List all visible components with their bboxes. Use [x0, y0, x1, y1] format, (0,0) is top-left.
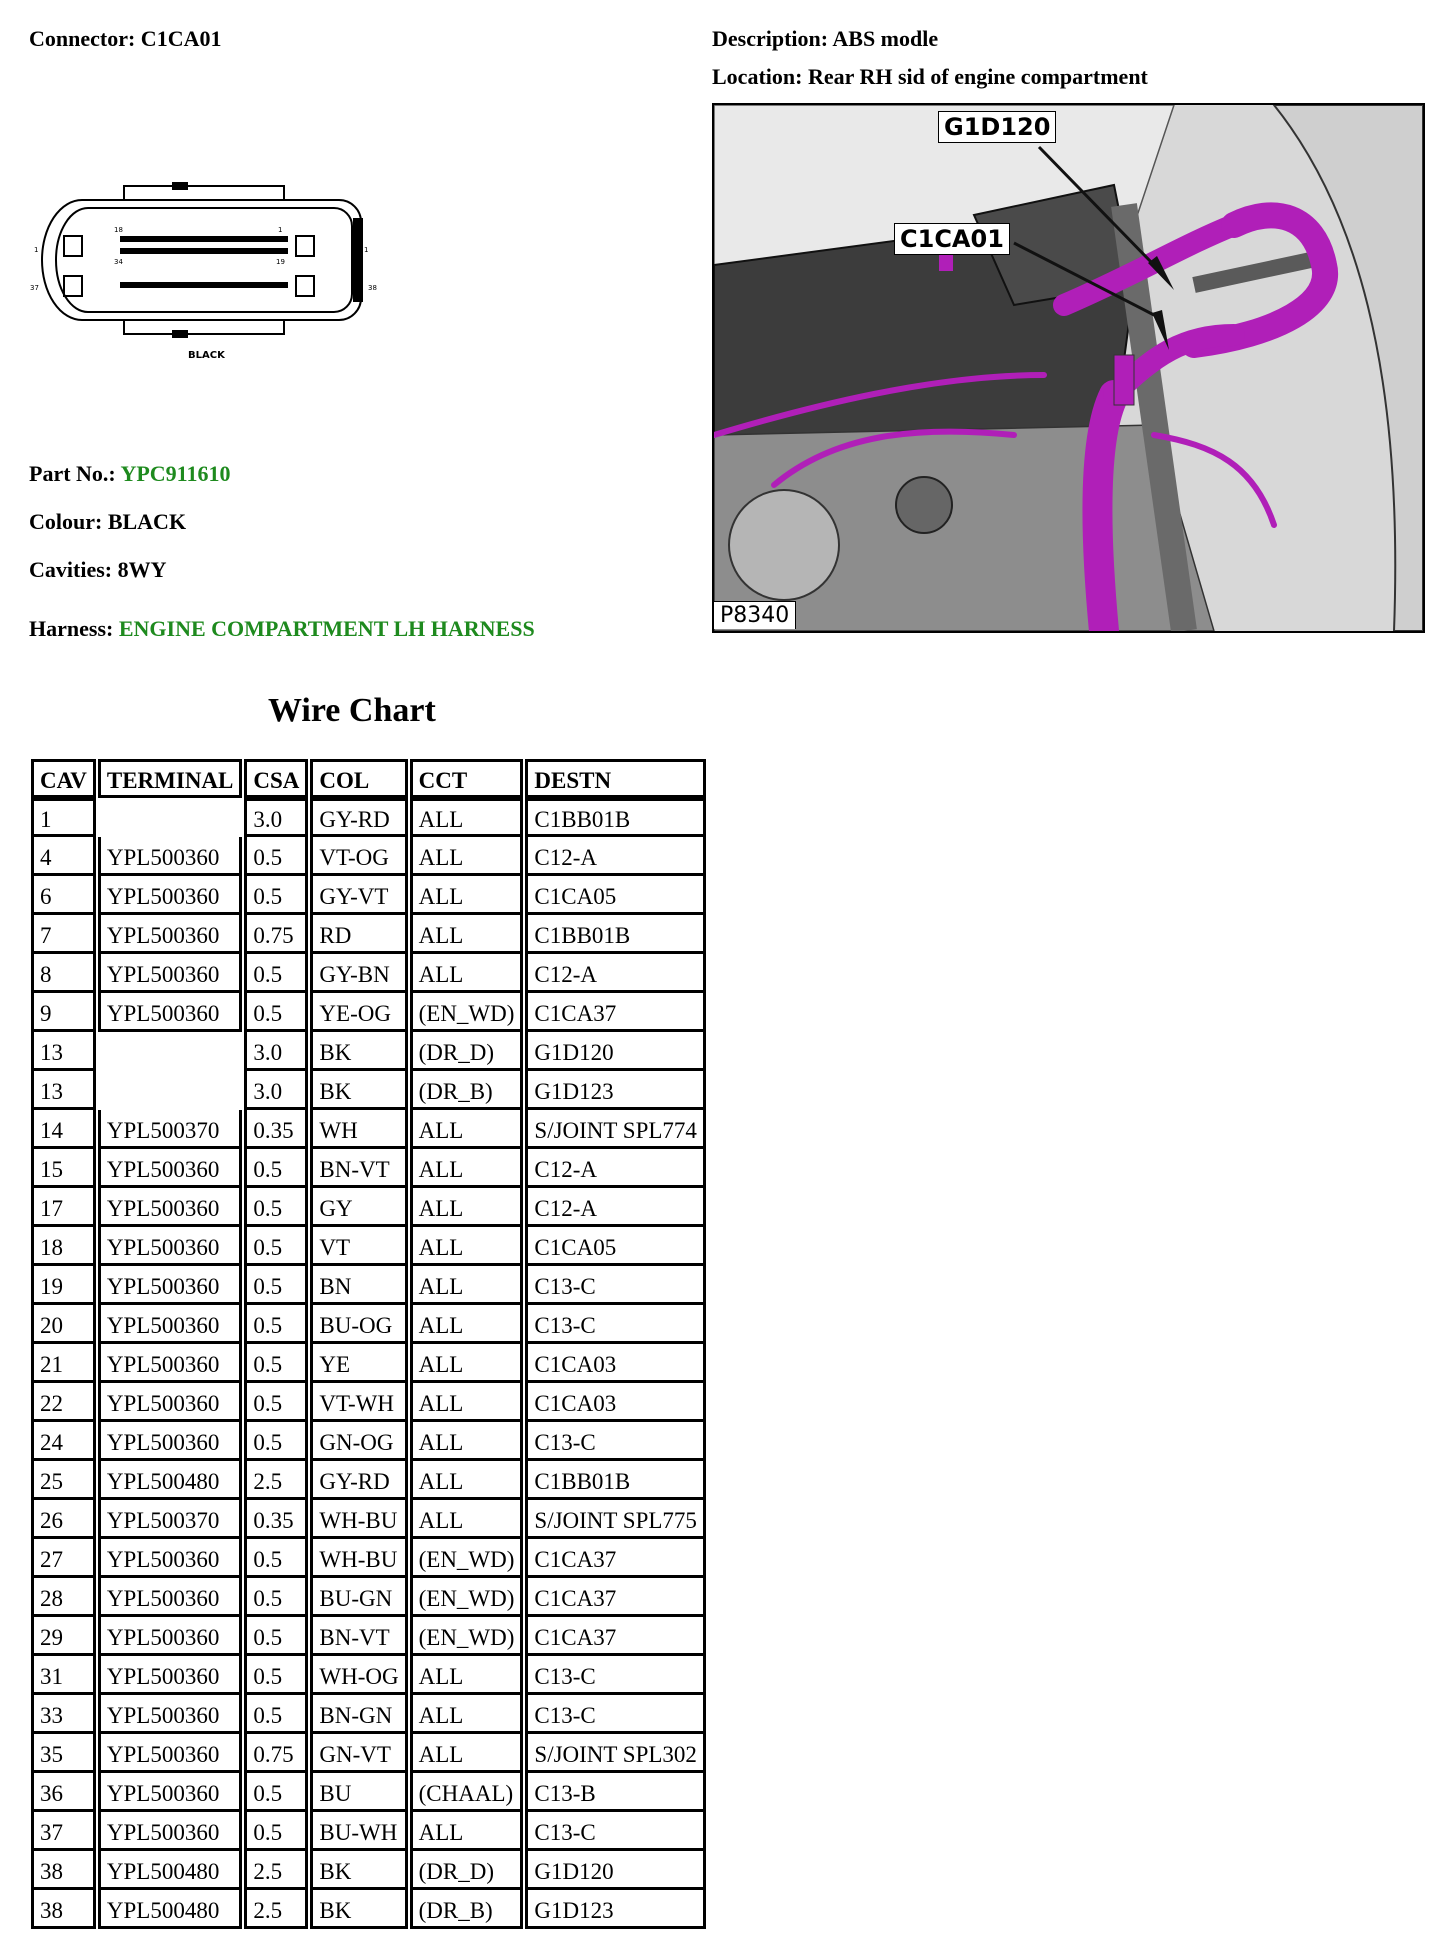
- cell-cav: 31: [31, 1656, 96, 1695]
- cell-cct: (EN_WD): [410, 1578, 524, 1617]
- cell-cct: ALL: [410, 1110, 524, 1149]
- cell-cav: 26: [31, 1500, 96, 1539]
- cell-cav: 13: [31, 1071, 96, 1110]
- cell-cct: ALL: [410, 798, 524, 837]
- table-row: [31, 1149, 706, 1188]
- table-row: [31, 1461, 706, 1500]
- cell-col: BN-VT: [310, 1617, 407, 1656]
- cell-col: BU-WH: [310, 1812, 407, 1851]
- cell-col: BK: [310, 1071, 407, 1110]
- cell-terminal: YPL500480: [98, 1461, 243, 1500]
- cell-col: BN-VT: [310, 1149, 407, 1188]
- cell-destn: C12-A: [525, 954, 706, 993]
- cell-cct: ALL: [410, 1344, 524, 1383]
- cell-cav: 29: [31, 1617, 96, 1656]
- table-row: [31, 1266, 706, 1305]
- cell-destn: C1CA37: [525, 1617, 706, 1656]
- table-row: [31, 993, 706, 1032]
- col-header-terminal: TERMINAL: [98, 759, 243, 798]
- svg-text:1: 1: [364, 246, 369, 254]
- cell-cct: ALL: [410, 1461, 524, 1500]
- cell-csa: 0.5: [244, 1695, 308, 1734]
- col-header-cct: CCT: [410, 759, 524, 798]
- svg-text:38: 38: [368, 284, 377, 292]
- cell-destn: G1D120: [525, 1032, 706, 1071]
- cell-cct: (EN_WD): [410, 1617, 524, 1656]
- cell-col: WH-BU: [310, 1539, 407, 1578]
- cell-cct: ALL: [410, 1227, 524, 1266]
- cell-cav: 13: [31, 1032, 96, 1071]
- cell-destn: C1CA03: [525, 1383, 706, 1422]
- cell-col: GN-OG: [310, 1422, 407, 1461]
- cell-csa: 0.5: [244, 876, 308, 915]
- cell-cct: ALL: [410, 1266, 524, 1305]
- figure-id: P8340: [714, 601, 796, 629]
- cell-terminal: YPL500360: [98, 993, 243, 1032]
- cell-col: BN: [310, 1266, 407, 1305]
- cell-cct: (CHAAL): [410, 1773, 524, 1812]
- cell-csa: 0.5: [244, 954, 308, 993]
- location-label: Location: Rear RH sid of engine compartment: [712, 64, 1148, 89]
- harness-value: ENGINE COMPARTMENT LH HARNESS: [118, 616, 535, 641]
- cell-cct: ALL: [410, 1305, 524, 1344]
- table-row: [31, 1539, 706, 1578]
- table-row: [31, 1851, 706, 1890]
- cell-cav: 15: [31, 1149, 96, 1188]
- cell-csa: 0.5: [244, 1422, 308, 1461]
- cell-csa: 0.35: [244, 1500, 308, 1539]
- cell-destn: C1CA05: [525, 1227, 706, 1266]
- cell-csa: 3.0: [244, 1071, 308, 1110]
- cell-terminal: YPL500360: [98, 915, 243, 954]
- cell-cct: ALL: [410, 837, 524, 876]
- cell-csa: 0.5: [244, 1656, 308, 1695]
- cell-cav: 21: [31, 1344, 96, 1383]
- cell-cav: 33: [31, 1695, 96, 1734]
- table-row: [31, 1305, 706, 1344]
- cell-terminal: YPL500360: [98, 1383, 243, 1422]
- cell-col: GY-RD: [310, 1461, 407, 1500]
- cell-csa: 0.5: [244, 1383, 308, 1422]
- colour-label: Colour: BLACK: [29, 509, 187, 534]
- cell-cct: ALL: [410, 1188, 524, 1227]
- table-row: [31, 1188, 706, 1227]
- cell-destn: S/JOINT SPL775: [525, 1500, 706, 1539]
- cell-terminal: YPL500360: [98, 1422, 243, 1461]
- cell-terminal: YPL500360: [98, 954, 243, 993]
- col-header-cav: CAV: [31, 759, 96, 798]
- cell-cav: 18: [31, 1227, 96, 1266]
- svg-text:1: 1: [278, 226, 283, 234]
- cell-col: YE: [310, 1344, 407, 1383]
- cell-cav: 37: [31, 1812, 96, 1851]
- cell-destn: G1D123: [525, 1890, 706, 1929]
- cell-cav: 8: [31, 954, 96, 993]
- cell-cct: (DR_B): [410, 1071, 524, 1110]
- table-row: [31, 1890, 706, 1929]
- cell-terminal: [98, 1032, 243, 1071]
- connector-colour-text: BLACK: [188, 350, 225, 361]
- cell-col: VT-WH: [310, 1383, 407, 1422]
- cell-col: BK: [310, 1032, 407, 1071]
- cell-destn: C13-C: [525, 1266, 706, 1305]
- table-row: [31, 876, 706, 915]
- cell-terminal: YPL500360: [98, 1812, 243, 1851]
- cell-cav: 36: [31, 1773, 96, 1812]
- location-photo: [712, 103, 1425, 633]
- cell-col: BU: [310, 1773, 407, 1812]
- svg-text:34: 34: [114, 258, 123, 266]
- cell-terminal: YPL500360: [98, 1227, 243, 1266]
- cell-col: GY-RD: [310, 798, 407, 837]
- cell-col: BN-GN: [310, 1695, 407, 1734]
- cell-terminal: YPL500370: [98, 1500, 243, 1539]
- cell-csa: 0.5: [244, 1266, 308, 1305]
- cell-destn: C13-C: [525, 1695, 706, 1734]
- cell-csa: 0.5: [244, 1617, 308, 1656]
- cell-cct: ALL: [410, 1656, 524, 1695]
- cell-cav: 25: [31, 1461, 96, 1500]
- cell-terminal: YPL500360: [98, 1305, 243, 1344]
- wire-chart-table: [29, 759, 708, 1929]
- cell-destn: C1BB01B: [525, 1461, 706, 1500]
- cell-csa: 0.35: [244, 1110, 308, 1149]
- part-no: [29, 461, 230, 487]
- cell-cct: ALL: [410, 876, 524, 915]
- table-row: [31, 915, 706, 954]
- cell-col: VT: [310, 1227, 407, 1266]
- cell-terminal: YPL500360: [98, 1578, 243, 1617]
- cell-col: GY-BN: [310, 954, 407, 993]
- cell-cav: 1: [31, 798, 96, 837]
- cell-col: BK: [310, 1890, 407, 1929]
- cell-cav: 20: [31, 1305, 96, 1344]
- cell-destn: C1BB01B: [525, 798, 706, 837]
- table-row: [31, 1110, 706, 1149]
- cell-destn: C1CA37: [525, 993, 706, 1032]
- cell-destn: C13-C: [525, 1812, 706, 1851]
- svg-text:1: 1: [34, 246, 39, 254]
- cell-col: GY-VT: [310, 876, 407, 915]
- cell-cct: (DR_B): [410, 1890, 524, 1929]
- table-row: [31, 1344, 706, 1383]
- cell-cct: ALL: [410, 1422, 524, 1461]
- cell-destn: C12-A: [525, 837, 706, 876]
- cell-destn: C1BB01B: [525, 915, 706, 954]
- cell-destn: C13-C: [525, 1422, 706, 1461]
- cell-cct: ALL: [410, 1149, 524, 1188]
- cell-csa: 0.5: [244, 1344, 308, 1383]
- cell-col: WH-BU: [310, 1500, 407, 1539]
- table-row: [31, 1617, 706, 1656]
- cell-destn: S/JOINT SPL302: [525, 1734, 706, 1773]
- cell-cav: 9: [31, 993, 96, 1032]
- cell-col: VT-OG: [310, 837, 407, 876]
- table-row: [31, 1500, 706, 1539]
- cell-cav: 17: [31, 1188, 96, 1227]
- cell-terminal: YPL500360: [98, 876, 243, 915]
- svg-text:37: 37: [30, 284, 39, 292]
- table-row: [31, 954, 706, 993]
- cell-terminal: YPL500360: [98, 1149, 243, 1188]
- cell-terminal: [98, 1071, 243, 1110]
- col-header-destn: DESTN: [525, 759, 706, 798]
- part-no-label: Part No.:: [29, 461, 116, 486]
- cell-col: GY: [310, 1188, 407, 1227]
- cell-csa: 0.5: [244, 1149, 308, 1188]
- table-row: [31, 1734, 706, 1773]
- cell-col: BU-OG: [310, 1305, 407, 1344]
- cell-terminal: YPL500360: [98, 1266, 243, 1305]
- cell-destn: C1CA05: [525, 876, 706, 915]
- table-row: [31, 1383, 706, 1422]
- cell-csa: 0.5: [244, 1188, 308, 1227]
- cell-terminal: YPL500360: [98, 1773, 243, 1812]
- table-row: [31, 1032, 706, 1071]
- cell-csa: 0.5: [244, 1227, 308, 1266]
- cell-cct: ALL: [410, 1383, 524, 1422]
- cell-cav: 19: [31, 1266, 96, 1305]
- cell-csa: 3.0: [244, 798, 308, 837]
- cell-terminal: YPL500360: [98, 1188, 243, 1227]
- part-no-value: YPC911610: [120, 461, 231, 486]
- cell-csa: 0.5: [244, 1773, 308, 1812]
- cell-terminal: YPL500360: [98, 1539, 243, 1578]
- cell-cav: 14: [31, 1110, 96, 1149]
- cell-cav: 38: [31, 1851, 96, 1890]
- table-row: [31, 1656, 706, 1695]
- cell-cct: (DR_D): [410, 1851, 524, 1890]
- cell-col: RD: [310, 915, 407, 954]
- cell-destn: S/JOINT SPL774: [525, 1110, 706, 1149]
- table-row: [31, 837, 706, 876]
- cell-cav: 22: [31, 1383, 96, 1422]
- table-row: [31, 1812, 706, 1851]
- cell-cav: 4: [31, 837, 96, 876]
- cell-csa: 0.75: [244, 915, 308, 954]
- cell-csa: 2.5: [244, 1851, 308, 1890]
- harness-label: Harness:: [29, 616, 114, 641]
- callout-ground: G1D120: [938, 111, 1056, 143]
- cell-csa: 0.5: [244, 1539, 308, 1578]
- cell-terminal: YPL500370: [98, 1110, 243, 1149]
- cell-terminal: YPL500480: [98, 1890, 243, 1929]
- connector-face-drawing: [24, 178, 384, 368]
- cell-cct: ALL: [410, 1734, 524, 1773]
- cell-destn: C1CA03: [525, 1344, 706, 1383]
- cell-col: YE-OG: [310, 993, 407, 1032]
- cell-destn: C13-B: [525, 1773, 706, 1812]
- cell-destn: G1D120: [525, 1851, 706, 1890]
- wire-chart-title: Wire Chart: [268, 692, 436, 729]
- cell-terminal: YPL500360: [98, 1734, 243, 1773]
- cell-cct: (EN_WD): [410, 1539, 524, 1578]
- cell-cct: (EN_WD): [410, 993, 524, 1032]
- cell-col: BU-GN: [310, 1578, 407, 1617]
- col-header-csa: CSA: [244, 759, 308, 798]
- cell-col: WH-OG: [310, 1656, 407, 1695]
- cell-csa: 3.0: [244, 1032, 308, 1071]
- table-row: [31, 1071, 706, 1110]
- table-row: [31, 1695, 706, 1734]
- cell-cct: ALL: [410, 1812, 524, 1851]
- table-header-row: [31, 759, 706, 798]
- cavities-label: Cavities: 8WY: [29, 557, 167, 582]
- connector-label: Connector: C1CA01: [29, 26, 222, 51]
- engine-bay-illustration: [714, 105, 1423, 631]
- cell-cav: 38: [31, 1890, 96, 1929]
- table-row: [31, 1227, 706, 1266]
- cell-cav: 35: [31, 1734, 96, 1773]
- cell-col: BK: [310, 1851, 407, 1890]
- cell-destn: C1CA37: [525, 1539, 706, 1578]
- cell-destn: C1CA37: [525, 1578, 706, 1617]
- cell-csa: 2.5: [244, 1461, 308, 1500]
- cell-csa: 0.5: [244, 993, 308, 1032]
- cell-cav: 7: [31, 915, 96, 954]
- cell-cct: ALL: [410, 1695, 524, 1734]
- cell-destn: C13-C: [525, 1305, 706, 1344]
- table-row: [31, 1422, 706, 1461]
- cell-destn: G1D123: [525, 1071, 706, 1110]
- cell-col: WH: [310, 1110, 407, 1149]
- svg-text:18: 18: [114, 226, 123, 234]
- cell-terminal: [98, 798, 243, 837]
- cell-terminal: YPL500360: [98, 1695, 243, 1734]
- cell-cct: ALL: [410, 915, 524, 954]
- cell-cct: ALL: [410, 954, 524, 993]
- cell-cav: 6: [31, 876, 96, 915]
- cell-cav: 28: [31, 1578, 96, 1617]
- table-row: [31, 798, 706, 837]
- cell-terminal: YPL500360: [98, 1617, 243, 1656]
- cell-terminal: YPL500360: [98, 837, 243, 876]
- cell-destn: C12-A: [525, 1149, 706, 1188]
- cell-cav: 24: [31, 1422, 96, 1461]
- cell-destn: C13-C: [525, 1656, 706, 1695]
- cell-terminal: YPL500360: [98, 1344, 243, 1383]
- cell-csa: 0.5: [244, 837, 308, 876]
- cell-col: GN-VT: [310, 1734, 407, 1773]
- cell-csa: 0.5: [244, 1305, 308, 1344]
- cell-destn: C12-A: [525, 1188, 706, 1227]
- cell-terminal: YPL500480: [98, 1851, 243, 1890]
- cell-cav: 27: [31, 1539, 96, 1578]
- harness: [29, 616, 535, 642]
- svg-text:19: 19: [276, 258, 285, 266]
- cell-cct: ALL: [410, 1500, 524, 1539]
- callout-connector: C1CA01: [894, 223, 1010, 255]
- cell-csa: 2.5: [244, 1890, 308, 1929]
- cell-csa: 0.5: [244, 1578, 308, 1617]
- cell-csa: 0.75: [244, 1734, 308, 1773]
- cell-cct: (DR_D): [410, 1032, 524, 1071]
- col-header-col: COL: [310, 759, 407, 798]
- description-label: Description: ABS modle: [712, 26, 939, 51]
- table-row: [31, 1773, 706, 1812]
- table-row: [31, 1578, 706, 1617]
- cell-csa: 0.5: [244, 1812, 308, 1851]
- cell-terminal: YPL500360: [98, 1656, 243, 1695]
